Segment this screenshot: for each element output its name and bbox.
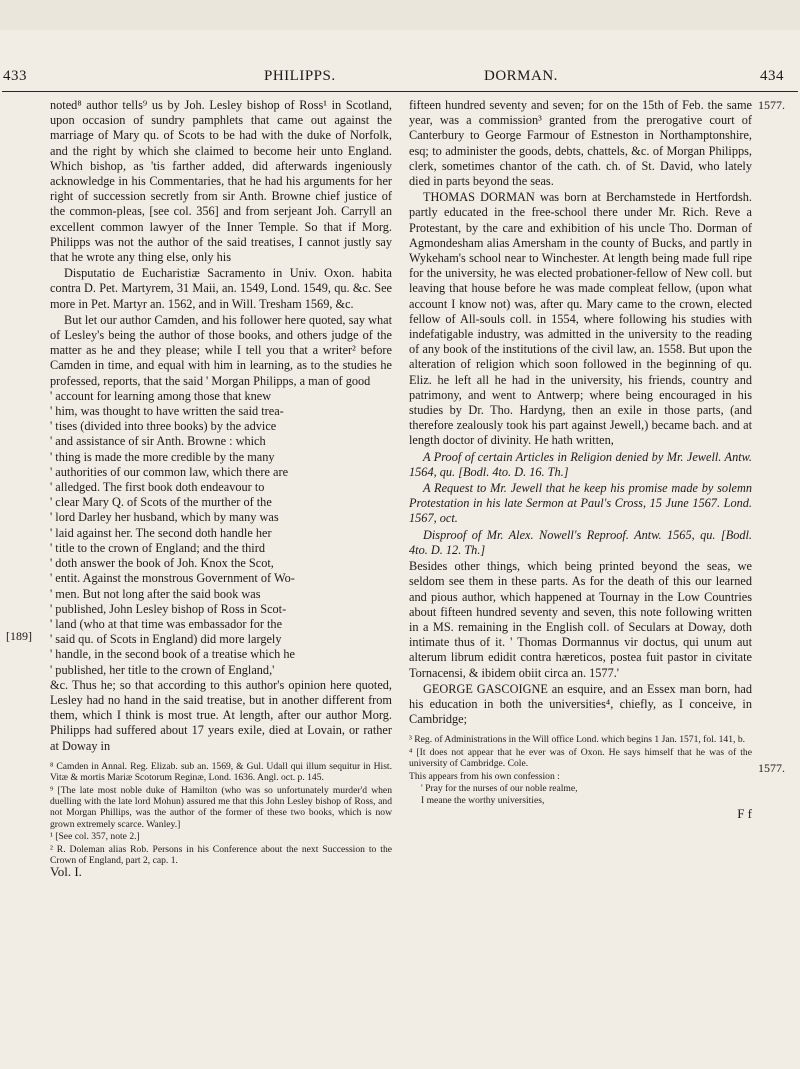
- right-paragraph-1: fifteen hundred seventy and seven; for on the 15th of Feb. the same year, was a commission³ granted from the prerogative court of Canterbury to George Farmour of Estneston in Northamptonshire, esq; to administer the goods, debts, chattels, &c. of Morgan Philipps, clerk, sometimes chantor of the cath. ch. of St. David, who lately died in parts beyond the seas.: [409, 98, 752, 189]
- footnote-3: ³ Reg. of Administrations in the Will office Lond. which begins 1 Jan. 1571, fol. 141, b.: [409, 734, 746, 746]
- quote-line: ' thing is made the more credible by the many: [50, 449, 275, 464]
- right-paragraph-3: Besides other things, which being printed beyond the seas, we seldom see them in these parts. As for the death of this our learned and pious author, which happened at Tournay in the Low Countries about fifteen hundred seventy and seven, this note following written in a MS. remaining in the English coll. of Seculars at Doway, doth intimate thus of it. ' Thomas Dormannus vir doctus, qui unum aut alterum librum edidit contra hæreticos, postea fuit pastor in civitate Tornacensi, & ibidem obiit circa an. 1577.': [409, 559, 752, 680]
- gathering-signature: F f: [737, 805, 752, 821]
- right-footnotes: [409, 734, 752, 819]
- margin-note-189: [189]: [6, 629, 32, 643]
- quote-line: ' title to the crown of England; and the third: [50, 540, 265, 555]
- quote-line: ' account for learning among those that knew: [50, 388, 272, 403]
- quote-line: ' said qu. of Scots in England) did more largely: [50, 632, 282, 647]
- quote-line: ' entit. Against the monstrous Government of Wo-: [50, 571, 295, 586]
- verse-line-1: ' Pray for the nurses of our noble realme,: [421, 782, 578, 794]
- quote-line: ' doth answer the book of Joh. Knox the Scot,: [50, 556, 274, 571]
- quote-line: ' tises (divided into three books) by the advice: [50, 419, 277, 434]
- work-request-to-jewell: A Request to Mr. Jewell that he keep his promise made by solemn Protestation in his late Sermon at Paul's Cross, 15 June 1567. Lond. 1567, oct.: [409, 481, 752, 526]
- quote-line: ' and assistance of sir Anth. Browne : which: [50, 434, 266, 449]
- verse-line-2: I meane the worthy universities,: [421, 795, 545, 807]
- work-title-disputatio: Disputatio de Eucharistiæ Sacramento in Univ. Oxon. habita contra D. Pet. Martyrem, 31 Maii, an. 1549, Lond. 1549, qu. &c. See more in Pet. Martyr an. 1562, and in Will. Tresham 1569, &c.: [50, 266, 392, 311]
- footnote-9: ⁹ [The late most noble duke of Hamilton (who was so unfortunately murder'd when duelling with the late lord Mohun) assured me that this John Lesley bishop of Ross, and not Morgan Phillips, was the author of the former of these two books, which is now grown extremely scarce. Wanley.]: [50, 784, 392, 830]
- quote-line: ' authorities of our common law, which there are: [50, 464, 289, 479]
- quote-line: ' published, John Lesley bishop of Ross in Scot-: [50, 601, 287, 616]
- right-running-title: DORMAN.: [484, 68, 558, 84]
- footnote-2: ² R. Doleman alias Rob. Persons in his Conference about the next Succession to the Crown of England, part 2, cap. 1.: [50, 843, 392, 866]
- page-top-edge: [0, 0, 800, 30]
- volume-signature: Vol. I.: [50, 864, 82, 880]
- right-column: [409, 98, 752, 819]
- quote-line: ' him, was thought to have written the said trea-: [50, 404, 284, 419]
- left-paragraph-3: But let our author Camden, and his follower here quoted, say what of Lesley's being the author of those books, and others judge of the matter as he and they please; while I tell you that a writer² before Camden in time, and equal with him in learning, as to the studies he professed, reports, that the said ' Morgan Philipps, a man of good: [50, 312, 392, 388]
- entry-thomas-dorman: THOMAS DORMAN was born at Berchamstede in Hertfordsh. partly educated in the free-school there under Mr. Rich. Reve a Protestant, by the care and exhibition of his uncle Tho. Dorman of Agmondesham alias Amersham in the county of Bucks, and partly in Wykeham's school near to Winchester. At length being made full ripe for the university, he was elected probationer-fellow of New coll. but leaving that house before he was made compleat fellow, (upon what account I know not) was, after qu. Mary came to the crown, elected fellow of All-souls coll. in 1554, where following his studies with indefatigable industry, was admitted in the university to the reading of any book of the institutions of the civil law, an. 1558. But upon the alteration of religion which soon followed in the beginning of qu. Eliz. he left all he had in the university, his friends, country and patrimony, and went to Antwerp; where being encouraged in his studies by Dr. Tho. Hardyng, then an exile in those parts, (and therefore zealously took his part against Jewell,) became bach. and at length doctor of divinity. He hath written,: [409, 190, 752, 448]
- margin-note-1577-bottom: 1577.: [758, 761, 785, 775]
- quote-line: ' alledged. The first book doth endeavour to: [50, 480, 265, 495]
- left-footnotes: [50, 761, 392, 878]
- footnote-1: ¹ [See col. 357, note 2.]: [50, 831, 140, 843]
- quote-line: ' clear Mary Q. of Scots of the murther of the: [50, 495, 272, 510]
- quote-line: ' handle, in the second book of a treatise which he: [50, 647, 296, 662]
- left-running-title: PHILIPPS.: [264, 68, 336, 84]
- work-disproof: Disproof of Mr. Alex. Nowell's Reproof. Antw. 1565, qu. [Bodl. 4to. D. 12. Th.]: [409, 527, 752, 557]
- margin-note-1577-top: 1577.: [758, 98, 785, 112]
- footnote-4: ⁴ [It does not appear that he ever was of Oxon. He says himself that he was of the university of Cambridge. Cole.: [409, 746, 752, 770]
- footnote-8: ⁸ Camden in Annal. Reg. Elizab. sub an. 1569, & Gul. Udall qui illum sequitur in Hist. Vitæ & mortis Mariæ Scotorum Reginæ, Lond. 1636. Angl. oct. p. 145.: [50, 760, 392, 784]
- left-paragraph-4: &c. Thus he; so that according to this author's opinion here quoted, Lesley had no hand in the said treatise, but in another different from them, which I think is most true. At length, after our author Morg. Philipps had suffered about 17 years exile, died at Lovain, or rather at Doway in: [50, 677, 392, 753]
- left-column-number: 433: [3, 68, 27, 84]
- running-header: [0, 68, 800, 88]
- right-column-number: 434: [760, 68, 784, 84]
- left-paragraph-1: noted⁸ author tells⁹ us by Joh. Lesley bishop of Ross¹ in Scotland, upon occasion of sundry pamphlets that came out against the marriage of Mary qu. of Scots to be had with the duke of Norfolk, and the right by which she claimed to become heir unto England. Which bishop, as 'tis farther added, did afterwards ingeniously acknowledge in his Commentaries, that he had his arguments for her right of succession secretly from sir Anth. Browne chief justice of the common-pleas, [see col. 356] and from serjeant Joh. Carryll an excellent common lawyer of the Inner Temple. So that if Morg. Philipps was not the author of the said treatises, I cannot justly say that he wrote any thing else, only his: [50, 98, 392, 265]
- quote-line: ' laid against her. The second doth handle her: [50, 525, 272, 540]
- footnote-4-cont: This appears from his own confession :: [409, 770, 560, 782]
- left-column: [50, 98, 392, 878]
- quote-line: ' published, her title to the crown of England,': [50, 662, 275, 677]
- quote-line: ' land (who at that time was embassador for the: [50, 616, 283, 631]
- work-proof-of-articles: A Proof of certain Articles in Religion denied by Mr. Jewell. Antw. 1564, qu. [Bodl. 4to. D. 16. Th.]: [409, 449, 752, 479]
- quote-line: ' lord Darley her husband, which by many was: [50, 510, 279, 525]
- header-rule: [2, 91, 798, 92]
- quoted-passage: [50, 389, 392, 678]
- quote-line: ' men. But not long after the said book was: [50, 586, 261, 601]
- entry-george-gascoigne: GEORGE GASCOIGNE an esquire, and an Essex man born, had his education in both the universities⁴, chiefly, as I conceive, in Cambridge;: [409, 681, 752, 727]
